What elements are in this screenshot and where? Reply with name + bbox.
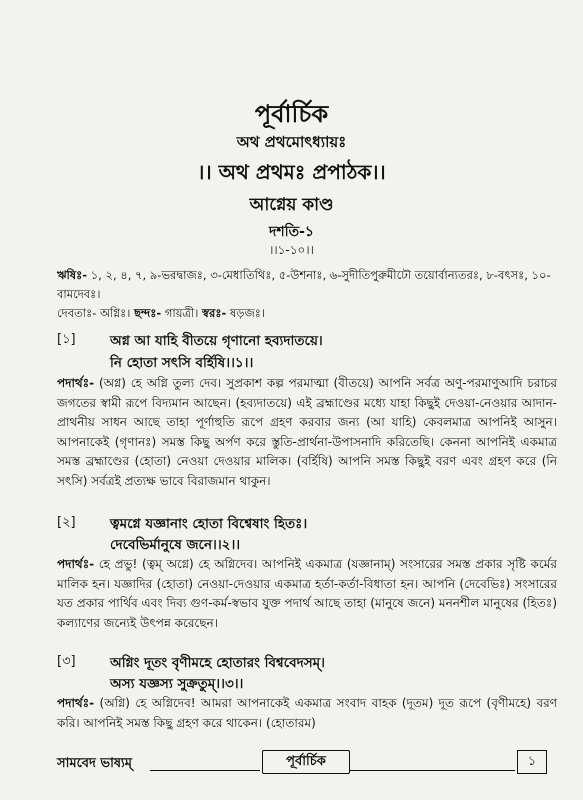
devata-value: অগ্নিঃ। — [96, 306, 131, 320]
verse-1 — [57, 330, 557, 488]
verse-3 — [57, 652, 557, 742]
devata-line — [57, 305, 557, 324]
book-title: সামবেদ ভাষ্যম্ — [57, 756, 133, 771]
verse-number: [১] — [57, 332, 76, 347]
chapter-heading: ।। অথ প্রথমঃ প্রপাঠক।। — [197, 160, 386, 184]
mantra-line-2: নি হোতা সৎসি বর্হিষি।।১।। — [110, 355, 254, 371]
verse-range: ।।১-১০।। — [269, 243, 314, 257]
padartha-text: (অগ্নি) হে অগ্নিদেব! আমরা আপনাকেই একমাত্র সংবাদ বাহক (দূতম) দূত রূপে (বৃণীমহে) বরণ করি। আপনিই সমস্ত কিছু গ্রহণ করে থাকেন। (হোতারম) — [57, 696, 557, 730]
padartha-label: পদার্থঃ- — [57, 696, 95, 710]
footer-rule-left — [150, 770, 260, 771]
padartha-label: পদার্থঃ- — [57, 376, 95, 390]
mantra-line-2: দেবেভির্মানুষে জনে।।২।। — [110, 537, 241, 553]
padartha-paragraph — [57, 555, 557, 633]
verse-2 — [57, 513, 557, 643]
rishi-text: ১, ২, ৪, ৭, ৯-ভরদ্বাজঃ, ৩-মেধাতিথিঃ, ৫-উশনাঃ, ৬-সুদীতিপুরুমীঢৌ তয়োর্বান্যতরঃ, ৮-বৎসঃ, ১০-বামদেবঃ। — [57, 268, 551, 301]
padartha-paragraph — [57, 694, 557, 733]
swara-value: ষড়জঃ। — [226, 306, 265, 320]
dashati-heading: দশতি-১ — [268, 224, 315, 240]
rishi-line — [57, 266, 557, 304]
mantra-line-1: অগ্ন আ যাহি বীতয়ে গৃণানো হব্যদাতয়ে। — [110, 333, 323, 349]
page-number: ১ — [517, 750, 547, 774]
devata-label: দেবতাঃ- — [57, 306, 97, 320]
padartha-text: (অগ্ন) হে অগ্নি তুল্য দেব। সুপ্রকাশ কল্প পরমাত্মা (বীতয়ে) আপনি সর্বত্র অণু-পরমাণুআদি চরাচর জগতের স্বামী রূপে বিদ্যমান আছেন। (হব্যদাতয়ে) এই ব্রহ্মাণ্ডের মধ্যে যাহা কিছুই দেওয়া-নেওয়ার আদান-প্রাথনীয় সাধন আছে তাহা পূর্ণাহুতি রূপে গ্রহণ করবার জন্য (আ যাহি) কেবলমাত্র আপনিই আসুন। আপনাকেই (গৃণানঃ) সমস্ত কিছু অর্পণ করে স্তুতি-প্রার্থনা-উপাসনাদি করিতেছি। কেননা আপনিই একমাত্র সমস্ত ব্রহ্মাণ্ডের (হোতা) নেওয়া দেওয়ার মালিক। (বর্হিষি) আপনি সমস্ত কিছুই বরণ এবং গ্রহণ করে (নি সৎসি) সর্বত্রই প্রত্যক্ষ ভাবে বিরাজমান থাকুন। — [57, 376, 557, 488]
verse-number: [৩] — [57, 654, 76, 669]
padartha-label: পদার্থঃ- — [57, 557, 95, 571]
padartha-text: হে প্রভু! (ত্বম্ অগ্নে) হে অগ্নিদেব। আপনিই একমাত্র (যজ্ঞানাম্) সংসারের সমস্ত প্রকার সৃষ্টি কর্মের মালিক হন। যজ্ঞাদির (হোতা) নেওয়া-দেওয়ার একমাত্র হর্তা-কর্তা-বিধাতা হন। আপনি (দেবেভিঃ) সংসারের যত প্রকার পার্থিব এবং দিব্য গুণ-কর্ম-স্বভাব যুক্ত পদার্থ আছে তাহা (মানুষে জনে) মননশীল মানুষের (হিতঃ) কল্যাণের জন্যেই উৎপন্ন করেছেন। — [57, 557, 557, 630]
page-footer — [0, 748, 583, 778]
verse-number: [২] — [57, 515, 76, 530]
mantra-line-2: অস্য যজ্ঞস্য সুক্রতুম্।।৩।। — [110, 676, 244, 692]
mantra-line-1: অগ্নিং দূতং বৃণীমহে হোতারং বিশ্ববেদসম্। — [110, 655, 325, 671]
swara-label: স্বরঃ- — [202, 306, 227, 320]
chhanda-value: গায়ত্রী। — [161, 306, 199, 320]
padartha-paragraph — [57, 374, 557, 491]
kanda-heading: আগ্নেয় কাণ্ড — [249, 195, 334, 215]
mantra-line-1: ত্বমগ্নে যজ্ঞানাং হোতা বিশ্বেষাং হিতঃ। — [110, 516, 308, 532]
chapter-subtitle: অথ প্রথমোৎধ্যায়ঃ — [236, 133, 347, 151]
footer-rule-right — [350, 770, 515, 771]
section-label-box: পূর্বার্চিক — [262, 750, 350, 774]
rishi-label: ঋষিঃ- — [57, 268, 88, 282]
chhanda-label: ছন্দঃ- — [134, 306, 162, 320]
page-title: পূর্বার্চিক — [254, 100, 329, 128]
